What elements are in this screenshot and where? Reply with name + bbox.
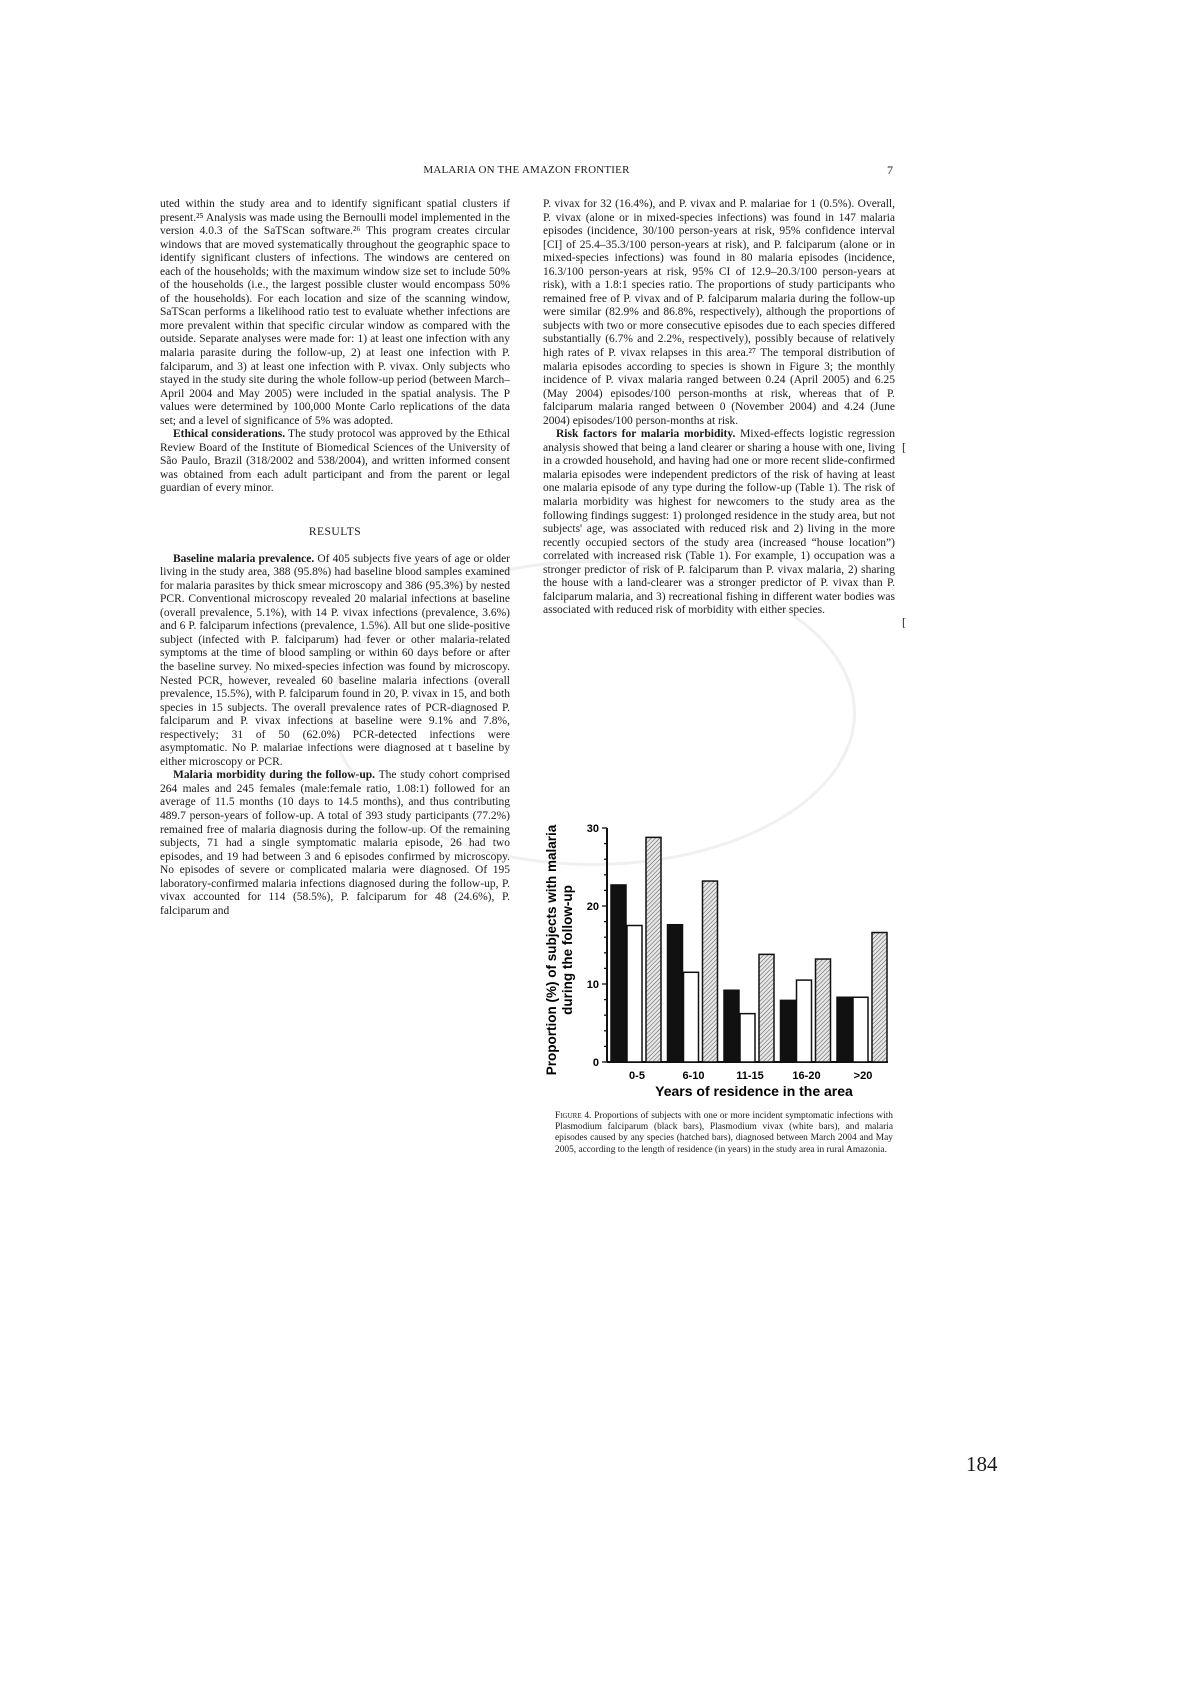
paragraph: P. vivax for 32 (16.4%), and P. vivax and P. malariae for 1 (0.5%). Overall, P. vivax (alone or in mixed-species infections) was found in 147 malaria episodes (incidence, 30/100 person-years at risk, 95% confidence interval [CI] of 25.4–35.3/100 person-years at risk), and P. falciparum (alone or in mixed-species infections) was found in 80 malaria episodes (incidence, 16.3/100 person-years at risk, 95% CI of 12.9–20.3/100 person-years at risk), with a 1.8:1 species ratio. The proportions of study participants who remained free of P. vivax and of P. falciparum malaria during the follow-up were similar (82.9% and 86.8%, respectively), although the proportions of subjects with two or more consecutive episodes due to each species differed substantially (6.7% and 2.2%, respectively), possibly because of relatively high rates of P. vivax relapses in this area.²⁷ The temporal distribution of malaria episodes according to species is shown in Figure 3; the monthly incidence of P. vivax malaria ranged between 0.24 (April 2005) and 6.25 (May 2004) episodes/100 person-months at risk, whereas that of P. falciparum malaria ranged between 0 (November 2004) and 4.24 (June 2004) episodes/100 person-months at risk. <box>543 198 895 427</box>
x-tick-label: 0-5 <box>629 1070 645 1082</box>
paragraph-text: The study cohort comprised 264 males and 245 females (male:female ratio, 1.08:1) followed for an average of 11.5 months (10 days to 14.5 months), and thus contributing 489.7 person-years of follow-up. A total of 393 study participants (77.2%) remained free of malaria diagnosis during the follow-up. Of the remaining subjects, 71 had a single symptomatic malaria episode, 26 had two episodes, and 19 had between 3 and 6 episodes confirmed by microscopy. No episodes of severe or complicated malaria were diagnosed. Of 195 laboratory-confirmed malaria infections diagnosed during the follow-up, P. vivax accounted for 114 (58.5%), P. falciparum for 48 (24.6%), P. falciparum and <box>160 769 510 917</box>
paragraph <box>543 428 895 618</box>
y-axis-label-line: during the follow-up <box>560 885 575 1015</box>
y-axis-label <box>544 824 575 1075</box>
bar-chart <box>535 810 905 1110</box>
caption-text: Proportions of subjects with one or more incident symptomatic infections with Plasmodium falciparum (black bars), Plasmodium vivax (white bars), and malaria episodes caused by any species (hatched bars), diagnosed between March 2004 and May 2005, according to the length of residence (in years) in the study area in rural Amazonia. <box>555 1111 893 1155</box>
bar-hatched->20 <box>872 933 887 1062</box>
bar-hatched-11-15 <box>759 954 774 1062</box>
run-in-heading: Malaria morbidity during the follow-up. <box>173 769 375 782</box>
bar-white-16-20 <box>797 980 812 1062</box>
bar-hatched-0-5 <box>646 837 661 1062</box>
figure-caption <box>555 1111 893 1156</box>
bar-black-6-10 <box>668 925 683 1062</box>
run-in-heading: Ethical considerations. <box>173 428 286 441</box>
run-in-heading: Risk factors for malaria morbidity. <box>556 428 736 441</box>
x-axis-label: Years of residence in the area <box>655 1083 853 1099</box>
bar-black->20 <box>837 997 852 1062</box>
page-number: 184 <box>966 1452 998 1476</box>
x-tick-label: >20 <box>853 1070 873 1082</box>
y-tick-label: 10 <box>586 979 599 991</box>
x-tick-label: 16-20 <box>792 1070 821 1082</box>
bar-hatched-6-10 <box>703 881 718 1062</box>
paragraph <box>160 553 510 770</box>
right-column <box>543 198 895 618</box>
bar-black-16-20 <box>781 1000 796 1062</box>
paragraph <box>160 428 510 496</box>
bar-white-11-15 <box>740 1014 755 1062</box>
bar-white->20 <box>853 997 868 1062</box>
x-tick-label: 11-15 <box>736 1070 764 1082</box>
y-tick-label: 0 <box>592 1057 599 1069</box>
paragraph-text: The study protocol was approved by the Ethical Review Board of the Institute of Biomedical Sciences of the University of São Paulo, Brazil (318/2002 and 538/2004), and written informed consent was obtained from each adult participant and from the parent or legal guardian of every minor. <box>160 428 510 495</box>
x-tick-label: 6-10 <box>682 1070 705 1082</box>
margin-mark: [ <box>902 440 906 454</box>
y-tick-label: 30 <box>586 823 599 835</box>
bar-white-0-5 <box>627 926 642 1063</box>
running-title: MALARIA ON THE AMAZON FRONTIER <box>423 164 630 176</box>
folio: 7 <box>887 163 893 177</box>
section-heading: RESULTS <box>308 526 362 539</box>
paragraph: uted within the study area and to identify significant spatial clusters if present.²⁵ Analysis was made using the Bernoulli model implemented in the version 4.0.3 of the SaTScan software.²⁶ This program creates circular windows that are moved systematically throughout the geographic space to identify significant clusters of infections. The windows are centered on each of the households; with the maximum window size set to include 50% of the households (i.e., the largest possible cluster would encompass 50% of the households). For each location and size of the scanning window, SaTScan performs a likelihood ratio test to evaluate whether infections are more prevalent within that specific circular window as compared with the outside. Separate analyses were made for: 1) at least one infection with any malaria parasite during the follow-up, 2) at least one infection with P. falciparum, and 3) at least one infection with P. vivax. Only subjects who stayed in the study site during the whole follow-up period (between March–April 2004 and May 2005) were included in the spatial analysis. The P values were determined by 100,000 Monte Carlo replications of the data set; and a level of significance of 5% was adopted. <box>160 198 510 427</box>
paragraph <box>160 769 510 918</box>
figure-label: Figure 4. <box>555 1111 592 1121</box>
bar-white-6-10 <box>684 972 699 1062</box>
running-header <box>160 164 893 180</box>
paragraph-text: Of 405 subjects five years of age or older living in the study area, 388 (95.8%) had baseline blood samples examined for malaria parasites by thick smear microscopy and 386 (95.3%) by nested PCR. Conventional microscopy revealed 20 malarial infections at baseline (overall prevalence, 5.1%), with 14 P. vivax infections (prevalence, 3.6%) and 6 P. falciparum infections (prevalence, 1.5%). All but one slide-positive subject (infected with P. falciparum) had fever or other malaria-related symptoms at the time of blood sampling or within 60 days before or after the baseline survey. No mixed-species infection was found by microscopy. Nested PCR, however, revealed 60 baseline malaria infections (overall prevalence, 15.5%), with P. falciparum found in 20, P. vivax in 15, and both species in 15 subjects. The overall prevalence rates of PCR-diagnosed P. falciparum and P. vivax infections at baseline were 9.1% and 7.8%, respectively; 31 of 50 (62.0%) PCR-detected infections were asymptomatic. No P. malariae infections were diagnosed at t baseline by either microscopy or PCR. <box>160 552 510 768</box>
bar-black-0-5 <box>611 885 626 1062</box>
bar-black-11-15 <box>724 990 739 1062</box>
left-column <box>160 198 510 918</box>
bar-hatched-16-20 <box>816 959 831 1062</box>
y-tick-label: 20 <box>586 901 599 913</box>
paragraph-text: Mixed-effects logistic regression analysis showed that being a land clearer or sharing a house with one, living in a crowded household, and having had one or more recent slide-confirmed malaria episodes were independent predictors of the risk of having at least one malaria episode of any type during the follow-up (Table 1). The risk of malaria morbidity was highest for newcomers to the study area as the following findings suggest: 1) prolonged residence in the study area, but not subjects' age, was associated with reduced risk and 2) living in the more recently occupied sectors of the study area (increased “house location”) correlated with increased risk (Table 1). For example, 1) occupation was a stronger predictor of risk of P. falciparum than P. vivax malaria, 2) sharing the house with a land-clearer was a stronger predictor of P. vivax than P. falciparum malaria, and 3) recreational fishing in different water bodies was associated with reduced risk of morbidity with either species. <box>543 428 895 617</box>
margin-mark: [ <box>902 615 906 629</box>
run-in-heading: Baseline malaria prevalence. <box>173 552 315 565</box>
y-axis-label-line: Proportion (%) of subjects with malaria <box>544 824 559 1076</box>
